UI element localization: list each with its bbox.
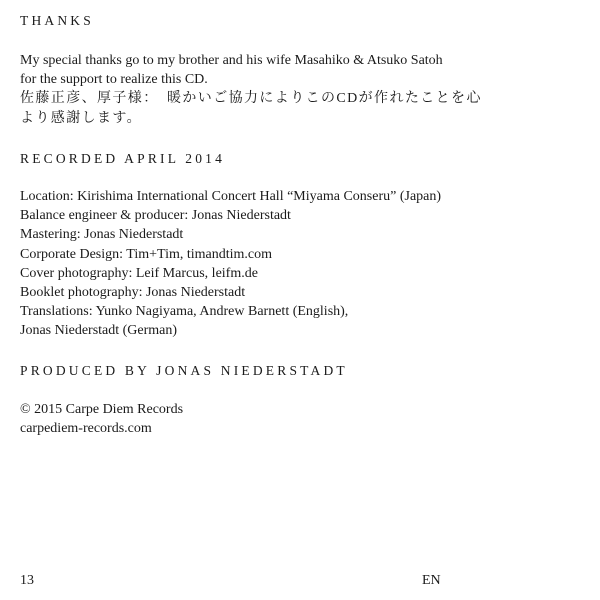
credit-booklet-photography: Booklet photography: Jonas Niederstadt — [20, 285, 246, 301]
thanks-text — [20, 51, 482, 128]
credit-translations: Translations: Yunko Nagiyama, Andrew Barnett (English), — [20, 304, 349, 320]
thanks-line-4-japanese: より感謝します。 — [20, 110, 143, 126]
language-label: EN — [422, 573, 441, 588]
produced-heading: PRODUCED BY JONAS NIEDERSTADT — [20, 363, 348, 378]
credit-balance-engineer: Balance engineer & producer: Jonas Niederstadt — [20, 208, 291, 224]
thanks-line-3-japanese: 佐藤正彦、厚子様： 暖かいご協力によりこのCDが作れたことを心 — [20, 91, 482, 107]
website-line: carpediem-records.com — [20, 421, 152, 437]
recorded-heading: RECORDED APRIL 2014 — [20, 151, 226, 166]
page-number: 13 — [20, 573, 34, 588]
credit-location: Location: Kirishima International Concert Hall “Miyama Conseru” (Japan) — [20, 189, 442, 204]
credit-corporate-design: Corporate Design: Tim+Tim, timandtim.com — [20, 246, 273, 262]
thanks-heading: THANKS — [20, 13, 94, 28]
copyright-text — [20, 400, 183, 438]
copyright-line: © 2015 Carpe Diem Records — [20, 402, 184, 417]
credit-cover-photography: Cover photography: Leif Marcus, leifm.de — [20, 265, 258, 281]
thanks-line-2: for the support to realize this CD. — [20, 72, 208, 88]
credit-mastering: Mastering: Jonas Niederstadt — [20, 227, 184, 243]
credits-list — [20, 187, 441, 341]
thanks-line-1: My special thanks go to my brother and his wife Masahiko & Atsuko Satoh — [20, 53, 443, 68]
credit-translations-cont: Jonas Niederstadt (German) — [20, 323, 178, 339]
